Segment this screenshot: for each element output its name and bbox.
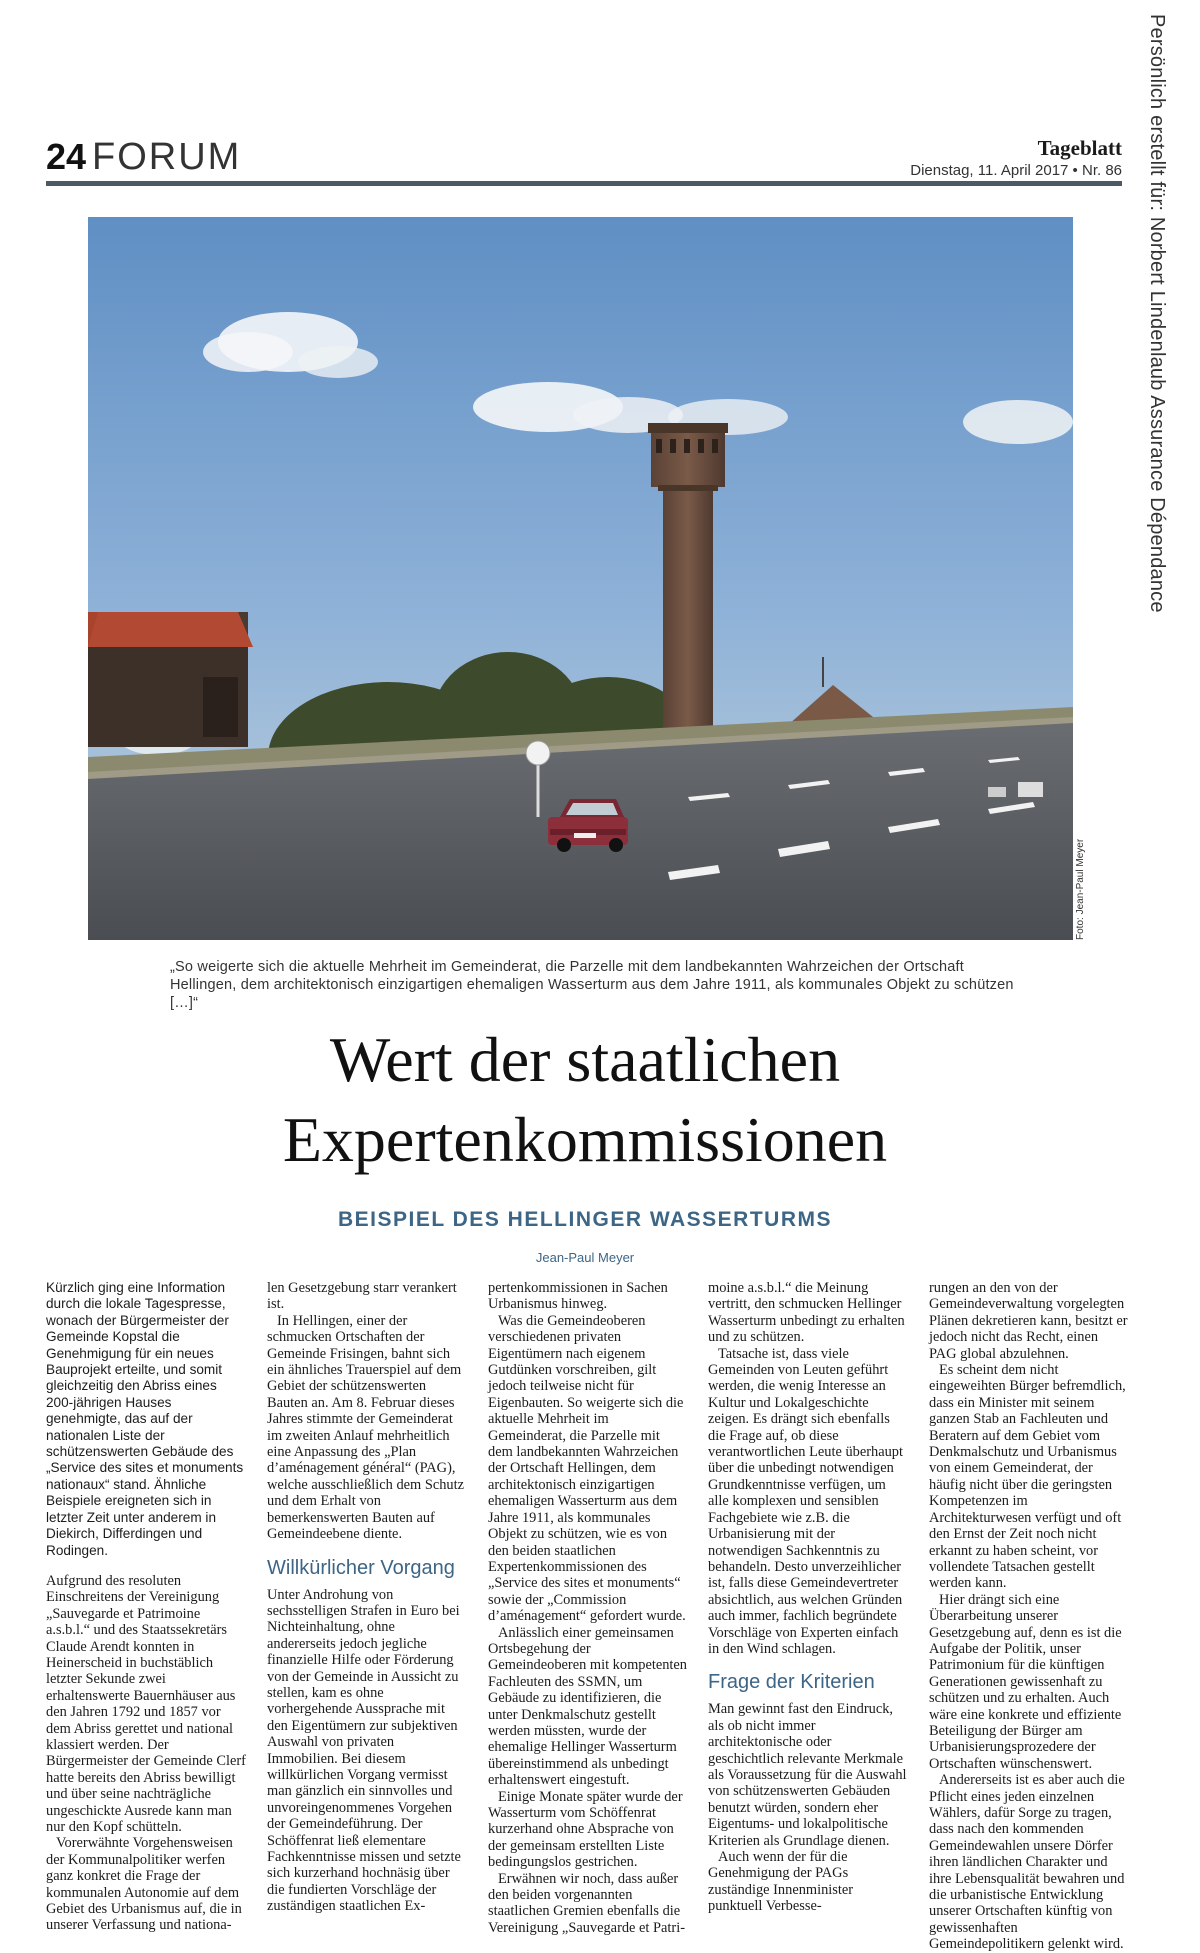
- headline-line-2: Expertenkommissionen: [282, 1104, 888, 1175]
- side-note: [1142, 14, 1172, 613]
- intro-paragraph: Kürzlich ging eine Information durch die lokale Tagespresse, wonach der Bürgermeister der Gemeinde Kopstal die Genehmigung für ein neues Bauprojekt erteilte, und somit gleichzeitig den Abriss eines 200-jährigen Hauses genehmigte, das auf der nationalen Liste der schützenswerten Gebäude des „Service des sites et monuments nationaux“ stand. Ähnliche Beispiele ereigneten sich in letzter Zeit unter anderem in Diekirch, Differdingen und Rodingen.: [46, 1280, 244, 1558]
- headline-line-1: Wert der staatlichen: [329, 1024, 841, 1095]
- headline: [120, 1020, 1050, 1180]
- body-paragraph: Unter Androhung von sechsstelligen Strafen in Euro bei Nichteinhaltung, ohne andererseits jedoch jegliche finanzielle Hilfe oder Förderung von der Gemeinde in Aussicht zu stellen, kam es ohne vorhergehende Aussprache mit den Eigentümern zur subjektiven Auswahl von privaten Immobilien. Bei diesem willkürlichen Vorgang vermisst man gänzlich ein sinnvolles und unvoreingenommenes Vorgehen der Gemeindeführung. Der Schöffenrat ließ elementare Fachkenntnisse missen und setzte sich kurzerhand hochnäsig über die fundierten Vorschläge der zuständigen staatlichen Ex-: [267, 1586, 461, 1915]
- intro-box: [46, 1280, 246, 1559]
- body-paragraph: Man gewinnt fast den Eindruck, als ob nicht immer architektonische oder geschichtlich relevante Merkmale als Voraussetzung für die Auswahl von schützenswerten Gebäuden benutzt würden, sondern eher Eigentums- und lokalpolitische Kriterien als Grundlage dienen.: [708, 1701, 907, 1849]
- body-paragraph: Was die Gemeindeoberen verschiedenen privaten Eigentümern nach eigenem Gutdünken vorschreiben, gilt jedoch teilweise nicht für Eigenbauten. So weigerte sich die aktuelle Mehrheit im Gemeinderat, die Parzelle mit dem landbekannten Wahrzeichen der Ortschaft Hellingen, dem architektonisch einzigartigen ehemaligen Wasserturm aus dem Jahre 1911, als kommunales Objekt zu schützen, wie es von den beiden staatlichen Expertenkommissionen des „Service des sites et monuments“ sowie der „Commission d’aménagement“ gefordert wurde.: [488, 1312, 686, 1625]
- body-paragraph: Vorerwähnte Vorgehensweisen der Kommunalpolitiker werfen ganz konkret die Frage der kommunalen Autonomie auf dem Gebiet des Urbanismus auf, die in unserer Verfassung und nationa-: [46, 1835, 242, 1934]
- article-column-2: [267, 1280, 467, 1915]
- body-paragraph: In Hellingen, einer der schmucken Ortschaften der Gemeinde Frisingen, bahnt sich ein ähnliches Trauerspiel auf dem Gebiet der schützenswerten Bauten an. Am 8. Februar dieses Jahres stimmte der Gemeinderat im zweiten Anlauf mehrheitlich eine Anpassung des „Plan d’aménagement général“ (PAG), welche ausschließlich dem Schutz und dem Erhalt von bemerkenswerten Bauten auf Gemeindeebene diente.: [267, 1312, 465, 1543]
- article-column-5: [929, 1280, 1129, 1953]
- body-paragraph: rungen an den von der Gemeindeverwaltung vorgelegten Plänen dekretieren kann, besitzt er jedoch nicht das Recht, einen PAG global abzulehnen.: [929, 1280, 1128, 1362]
- subhead-frage-der-kriterien: Frage der Kriterien: [708, 1671, 875, 1694]
- author-byline: Jean-Paul Meyer: [535, 1250, 635, 1265]
- body-paragraph: Einige Monate später wurde der Wasserturm vom Schöffenrat kurzerhand ohne Absprache von der gemeinsam erstellten Liste bedingungslos gestrichen.: [488, 1788, 683, 1871]
- body-paragraph: len Gesetzgebung starr verankert ist.: [267, 1280, 457, 1313]
- body-paragraph: moine a.s.b.l.“ die Meinung vertritt, den schmucken Hellinger Wasserturm unbedingt zu erhalten und zu schützen.: [708, 1280, 905, 1346]
- body-paragraph: Auch wenn der für die Genehmigung der PAGs zuständige Innenminister punktuell Verbesse-: [708, 1849, 854, 1915]
- body-paragraph: Hier drängt sich eine Überarbeitung unserer Gesetzgebung auf, denn es ist die Aufgabe der Politik, unser Patrimonium für die künftigen Generationen gewissenhaft zu schützen und zu erhalten. Auch wäre eine konkrete und effiziente Beteiligung der Bürger am Urbanisierungsprozedere der Ortschaften wünschenswert.: [929, 1591, 1122, 1772]
- issue-line: Dienstag, 11. April 2017 • Nr. 86: [910, 162, 1122, 179]
- newspaper-name: Tageblatt: [1037, 136, 1122, 160]
- body-paragraph: Es scheint dem nicht eingeweihten Bürger befremdlich, dass ein Minister mit seinem ganzen Stab an Fachleuten und Beratern auf dem Gebiet vom Denkmalschutz und Urbanismus von einem Gemeinderat, der häufig nicht über die geringsten Kompetenzen im Architekturwesen verfügt und oft den Ernst der Zeit noch nicht erkannt zu haben scheint, vor vollendete Tatsachen gestellt werden kann.: [929, 1362, 1126, 1592]
- photo-credit-text: Foto: Jean-Paul Meyer: [1075, 838, 1086, 940]
- page-number: 24: [46, 136, 87, 177]
- photo-caption: „So weigerte sich die aktuelle Mehrheit im Gemeinderat, die Parzelle mit dem landbekannten Wahrzeichen der Ortschaft Hellingen, dem architektonisch einzigartigen ehemaligen Wasserturm aus dem Jahre 1911, als kommunales Objekt zu schützen […]“: [170, 959, 1014, 1011]
- body-paragraph: Erwähnen wir noch, dass außer den beiden vorgenannten staatlichen Gremien ebenfalls die Vereinigung „Sauvegarde et Patri-: [488, 1870, 685, 1936]
- section-name: FORUM: [92, 136, 242, 178]
- photo-credit: [1075, 830, 1089, 940]
- article-column-3: [488, 1280, 688, 1936]
- article-column-4: [708, 1280, 908, 1915]
- body-paragraph: Aufgrund des resoluten Einschreitens der Vereinigung „Sauvegarde et Patrimoine a.s.b.l.“ und des Staatssekretärs Claude Arendt konnten in Heinerscheid in buchstäblich letzter Sekunde zwei erhaltenswerte Bauernhäuser aus den Jahren 1792 und 1857 vor dem Abriss gerettet und national klassiert werden. Der Bürgermeister der Gemeinde Clerf hatte bereits den Abriss bewilligt und über seine nachträgliche ungeschickte Ausrede kann man nur den Kopf schütteln.: [46, 1572, 246, 1835]
- masthead: [46, 136, 1122, 182]
- body-paragraph: Anlässlich einer gemeinsamen Ortsbegehung der Gemeindeoberen mit kompetenten Fachleuten des SSMN, um Gebäude zu identifizieren, die unter Denkmalschutz gestellt werden müssten, wurde der ehemalige Hellinger Wasserturm übereinstimmend als unbedingt erhaltenswert eingestuft.: [488, 1624, 688, 1789]
- subhead-willkuerlicher-vorgang: Willkürlicher Vorgang: [267, 1556, 455, 1579]
- side-note-text: Persönlich erstellt für: Norbert Lindenlaub Assurance Dépendance: [1146, 14, 1168, 613]
- body-paragraph: pertenkommissionen in Sachen Urbanismus hinweg.: [488, 1280, 668, 1313]
- body-paragraph: Tatsache ist, dass viele Gemeinden von Leuten geführt werden, die wenig Interesse an Kultur und Lokalgeschichte zeigen. Es drängt sich ebenfalls die Frage auf, ob diese verantwortlichen Leute überhaupt über die unbedingt notwendigen Grundkenntnisse verfügen, um alle komplexen und sensiblen Fachgebiete wie z.B. die Urbanisierung mit der notwendigen Sachkenntnis zu behandeln. Desto unverzeihlicher ist, falls diese Gemeindevertreter absichtlich, aus welchen Gründen auch immer, fachlich begründete Vorschläge von Experten einfach in den Wind schlagen.: [708, 1345, 903, 1657]
- body-paragraph: Andererseits ist es aber auch die Pflicht eines jeden einzelnen Wählers, dafür Sorge zu tragen, dass nach den kommenden Gemeindewahlen unsere Dörfer ihren ländlichen Charakter und ihre Lebensqualität bewahren und die urbanistische Entwicklung unserer Ortschaften künftig von gewissenhaften Gemeindepolitikern gelenkt wird.: [929, 1772, 1125, 1953]
- masthead-rule: [46, 181, 1122, 186]
- subheadline: BEISPIEL DES HELLINGER WASSERTURMS: [338, 1208, 832, 1231]
- article-column-1: [46, 1280, 246, 1934]
- water-tower-photo: [88, 217, 1073, 940]
